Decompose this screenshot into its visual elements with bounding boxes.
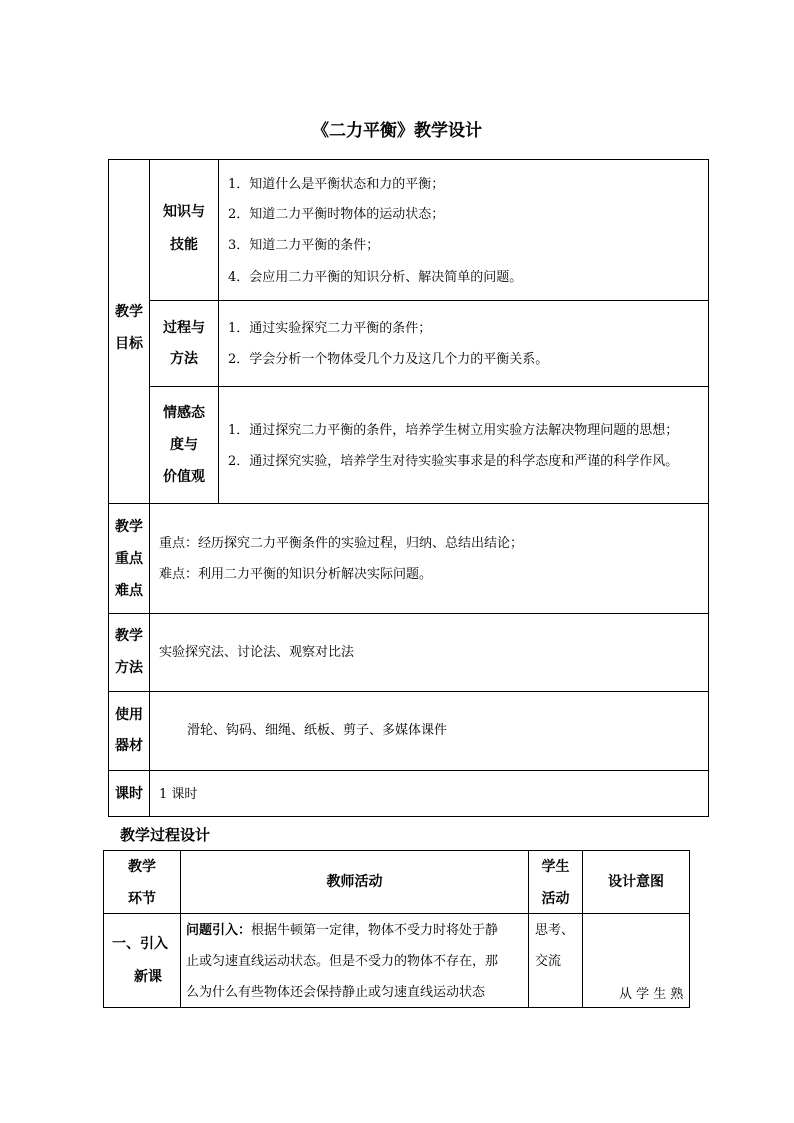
knowledge-item-3: 3．知道二力平衡的条件；	[228, 238, 380, 253]
process-label-2: 方法	[170, 351, 198, 367]
methods-text: 实验探究法、讨论法、观察对比法	[159, 645, 355, 660]
process-label-1: 过程与	[163, 320, 205, 336]
stage-line-2: 新课	[134, 969, 162, 985]
student-line-1: 思考、	[535, 923, 575, 938]
header-teacher: 教师活动	[326, 874, 383, 890]
equipment-text: 滑轮、钩码、细绳、纸板、剪子、多媒体课件	[187, 723, 448, 738]
student-line-2: 交流	[535, 954, 562, 969]
process-item-2: 2．学会分析一个物体受几个力及这几个力的平衡关系。	[228, 352, 549, 367]
attitude-label-3: 价值观	[163, 469, 205, 485]
attitude-label-2: 度与	[170, 437, 198, 453]
attitude-item-1: 1．通过探究二力平衡的条件，培养学生树立用实验方法解决物理问题的思想；	[228, 423, 679, 438]
process-item-1: 1．通过实验探究二力平衡的条件；	[228, 321, 432, 336]
teacher-line-3: 么为什么有些物体还会保持静止或匀速直线运动状态	[186, 985, 486, 1000]
knowledge-item-4: 4．会应用二力平衡的知识分析、解决简单的问题。	[228, 270, 523, 285]
knowledge-item-1: 1．知道什么是平衡状态和力的平衡；	[228, 177, 445, 192]
page-title: 《二力平衡》教学设计	[312, 121, 482, 141]
header-stage-2: 环节	[128, 891, 156, 907]
header-intent: 设计意图	[608, 874, 664, 890]
header-student-2: 活动	[541, 891, 570, 907]
keypoints-label-1: 教学	[115, 519, 143, 535]
attitude-label-1: 情感态	[163, 405, 205, 421]
equipment-label-2: 器材	[115, 738, 143, 754]
teacher-line-2: 止或匀速直线运动状态。但是不受力的物体不存在，那	[186, 954, 499, 969]
keypoints-label-2: 重点	[115, 551, 143, 567]
knowledge-item-2: 2．知道二力平衡时物体的运动状态；	[228, 207, 445, 222]
header-student-1: 学生	[541, 859, 570, 875]
attitude-item-2: 2．通过探究实验，培养学生对待实验实事求是的科学态度和严谨的科学作风。	[228, 454, 679, 469]
intent-text: 从 学 生 熟	[619, 987, 684, 1002]
methods-label-2: 方法	[115, 660, 143, 676]
teacher-label: 问题引入：	[186, 923, 252, 938]
keypoints-item-2: 难点：利用二力平衡的知识分析解决实际问题。	[159, 567, 433, 582]
knowledge-label-2: 技能	[170, 237, 198, 253]
keypoints-label-3: 难点	[115, 583, 143, 599]
header-stage-1: 教学	[128, 859, 156, 875]
keypoints-item-1: 重点：经历探究二力平衡条件的实验过程，归纳、总结出结论；	[159, 536, 524, 551]
objectives-label-2: 目标	[115, 336, 143, 352]
process-design-heading: 教学过程设计	[120, 826, 211, 844]
hours-label: 课时	[115, 786, 143, 802]
knowledge-label-1: 知识与	[163, 204, 205, 220]
hours-text: 1 课时	[159, 787, 198, 802]
objectives-label-1: 教学	[115, 304, 143, 320]
methods-label-1: 教学	[115, 628, 143, 644]
stage-line-1: 一、引入	[112, 936, 168, 952]
equipment-label-1: 使用	[115, 707, 143, 723]
teacher-line-1: 问题引入：根据牛顿第一定律，物体不受力时将处于静	[186, 923, 499, 938]
